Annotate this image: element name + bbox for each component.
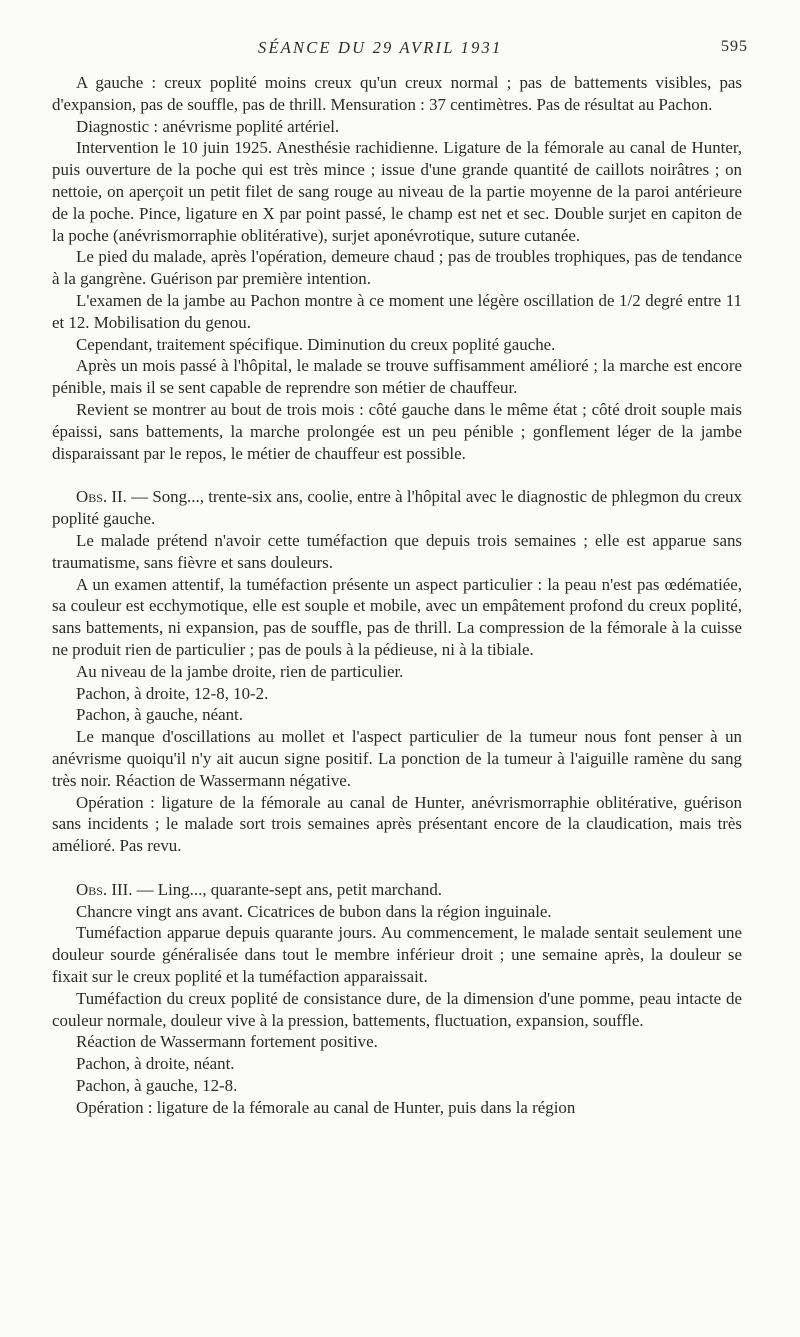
running-title: SÉANCE DU 29 AVRIL 1931 [258,38,503,57]
paragraph: Revient se montrer au bout de trois mois : côté gauche dans le même état ; côté droit souple mais épaissi, sans battements, la marche prolongée est un peu pénible ; gonflement léger de la jambe disparaissant par le repos, le métier de chauffeur est possible. [52,399,742,463]
paragraph: Opération : ligature de la fémorale au canal de Hunter, anévrismorraphie oblitérative, guérison sans incidents ; le malade sort trois semaines après présentant encore de la claudication, mais très amélioré. Pas revu. [52,792,742,856]
paragraph: Tuméfaction apparue depuis quarante jours. Au commencement, le malade sentait seulement une douleur sourde généralisée dans tout le membre inférieur droit ; une semaine après, la douleur se fixait sur le creux poplité et la tuméfaction apparaissait. [52,923,742,987]
observation-3-intro [52,879,742,901]
running-head [0,38,800,60]
paragraph: A gauche : creux poplité moins creux qu'un creux normal ; pas de battements visibles, pas d'expansion, pas de souffle, pas de thrill. Mensuration : 37 centimètres. Pas de résultat au Pachon. [52,73,742,114]
paragraph: Pachon, à gauche, néant. [76,705,243,725]
paragraph: Chancre vingt ans avant. Cicatrices de bubon dans la région inguinale. [76,901,552,921]
section-gap [52,464,742,486]
paragraph: Diagnostic : anévrisme poplité artériel. [76,116,340,136]
paragraph: Pachon, à droite, 12-8, 10-2. [76,683,269,703]
paragraph: Le manque d'oscillations au mollet et l'aspect particulier de la tumeur nous font penser à un anévrisme quoiqu'il n'y ait aucun signe positif. La ponction de la tumeur à l'aiguille ramène du sang très noir. Réaction de Wassermann négative. [52,727,742,790]
paragraph: Opération : ligature de la fémorale au canal de Hunter, puis dans la région [76,1097,576,1117]
observation-2-label: Obs. II. [76,487,127,507]
observation-3-label: Obs. III. [76,879,133,899]
paragraph: Le malade prétend n'avoir cette tuméfaction que depuis trois semaines ; elle est apparue sans traumatisme, sans fièvre et sans douleurs. [52,530,742,572]
paragraph: Cependant, traitement spécifique. Diminution du creux poplité gauche. [76,334,556,354]
paragraph: Intervention le 10 juin 1925. Anesthésie rachidienne. Ligature de la fémorale au canal de Hunter, puis ouverture de la poche qui est très mince ; issue d'une grande quantité de caillots noirâtres ; on nettoie, on aperçoit un petit filet de sang rouge au niveau de la partie moyenne de la paroi antérieure de la poche. Pince, ligature en X par point passé, le champ est net et sec. Double surjet en capiton de la poche (anévrismorraphie oblitérative), surjet aponévrotique, suture cutanée. [52,138,742,245]
observation-2-intro-text: — Song..., trente-six ans, coolie, entre à l'hôpital avec le diagnostic de phlegmon du creux poplité gauche. [52,487,742,529]
page-number: 595 [721,38,748,55]
paragraph: Le pied du malade, après l'opération, demeure chaud ; pas de troubles trophiques, pas de tendance à la gangrène. Guérison par première intention. [52,247,742,289]
section-gap [52,857,742,879]
paragraph: Pachon, à gauche, 12-8. [76,1076,238,1096]
page-body [52,72,742,1119]
observation-2-intro [52,486,742,530]
observation-3-intro-text: — Ling..., quarante-sept ans, petit marchand. [132,879,442,899]
paragraph: Après un mois passé à l'hôpital, le malade se trouve suffisamment amélioré ; la marche est encore pénible, mais il se sent capable de reprendre son métier de chauffeur. [52,356,742,398]
paragraph: L'examen de la jambe au Pachon montre à ce moment une légère oscillation de 1/2 degré entre 11 et 12. Mobilisation du genou. [52,290,742,332]
paragraph: A un examen attentif, la tuméfaction présente un aspect particulier : la peau n'est pas œdématiée, sa couleur est ecchymotique, elle est souple et mobile, avec un empâtement profond du creux poplité, sans battements, ni expansion, pas de souffle, pas de thrill. La compression de la fémorale à la cuisse ne produit rien de particulier ; pas de pouls à la pédieuse, ni à la tibiale. [52,574,742,659]
paragraph: Tuméfaction du creux poplité de consistance dure, de la dimension d'une pomme, peau intacte de couleur normale, douleur vive à la pression, battements, fluctuation, expansion, souffle. [52,988,742,1030]
paragraph: Pachon, à droite, néant. [76,1054,235,1074]
paragraph: Réaction de Wassermann fortement positive. [76,1032,378,1052]
paragraph: Au niveau de la jambe droite, rien de particulier. [76,661,404,681]
